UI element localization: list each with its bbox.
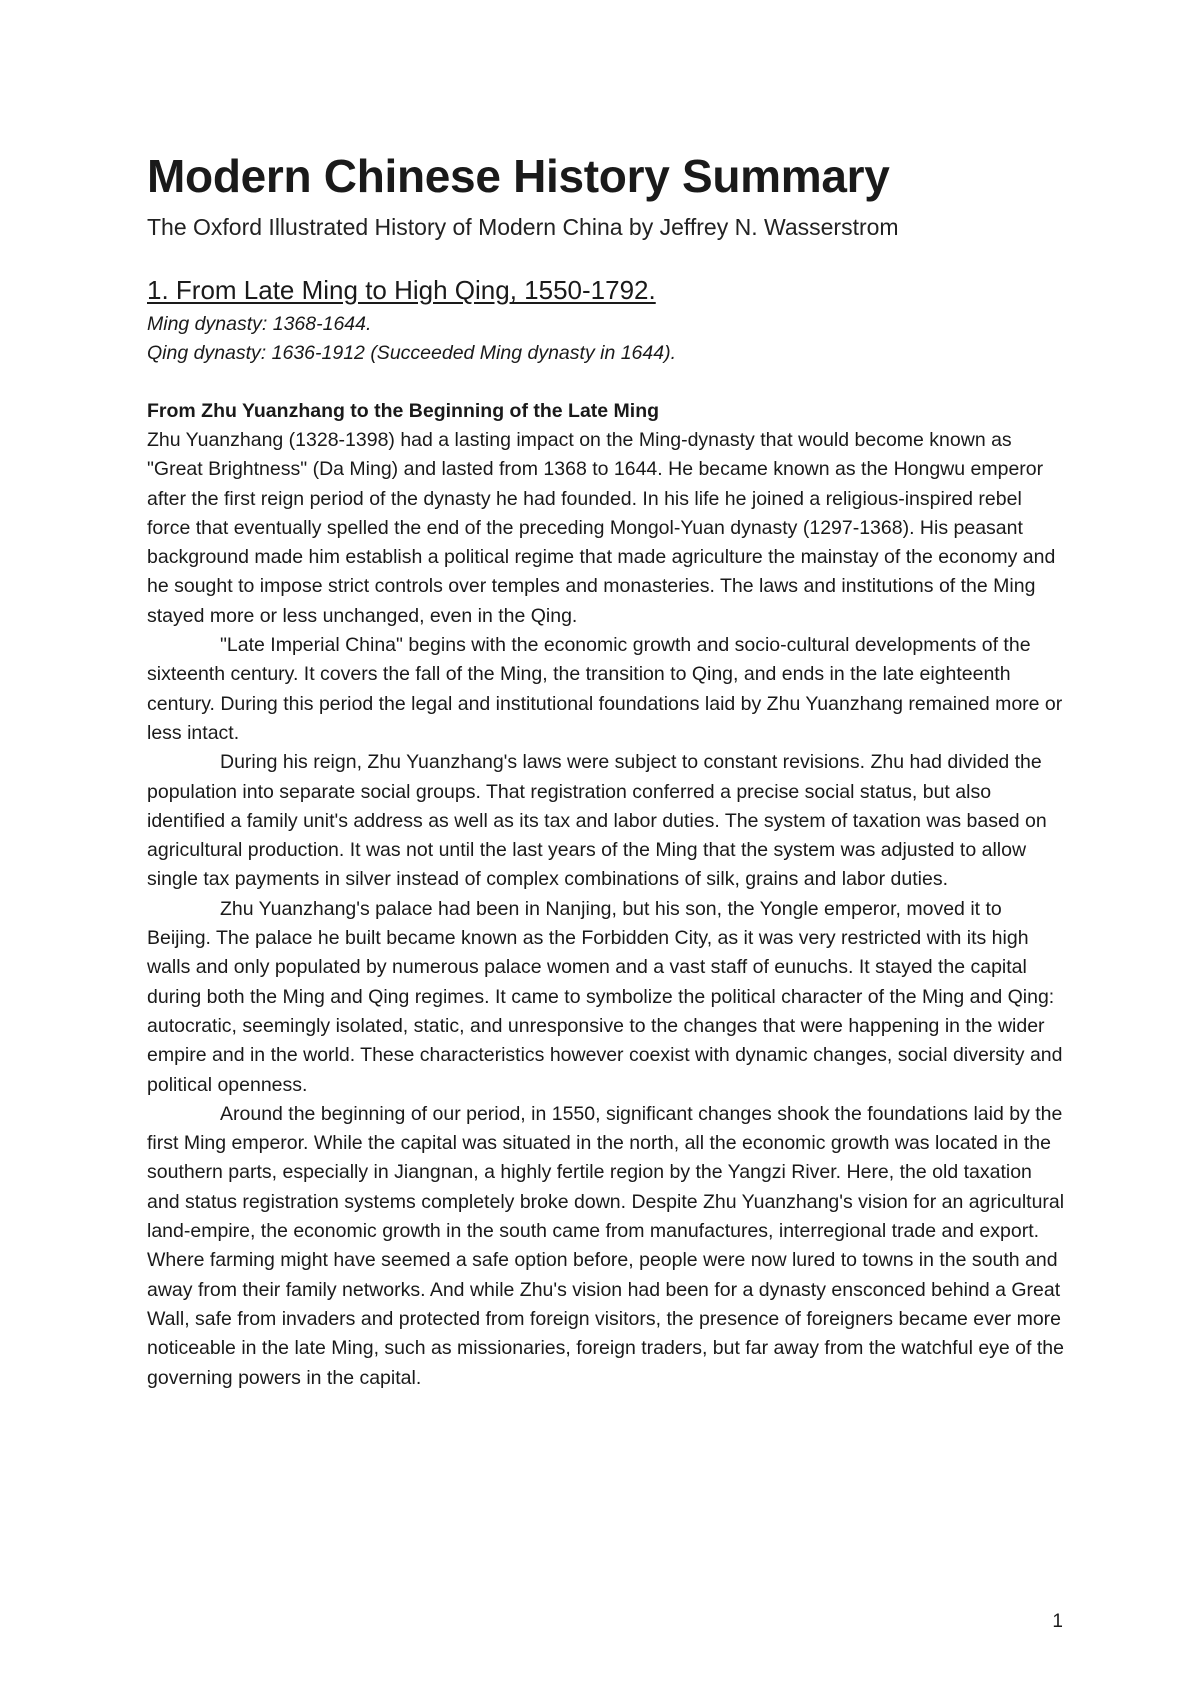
paragraph: Around the beginning of our period, in 1550, significant changes shook the foundations laid by the first Ming emperor. While the capital was situated in the north, all the economic growth was located in the southern parts, especially in Jiangnan, a highly fertile region by the Yangzi River. Here, the old taxation and status registration systems completely broke down. Despite Zhu Yuanzhang's vision for an agricultural land-empire, the economic growth in the south came from manufactures, interregional trade and export. Where farming might have seemed a safe option before, people were now lured to towns in the south and away from their family networks. And while Zhu's vision had been for a dynasty ensconced behind a Great Wall, safe from invaders and protected from foreign visitors, the presence of foreigners became ever more noticeable in the late Ming, such as missionaries, foreign traders, but far away from the watchful eye of the governing powers in the capital. <box>147 1102 1065 1389</box>
paragraph: During his reign, Zhu Yuanzhang's laws were subject to constant revisions. Zhu had divided the population into separate social groups. That registration conferred a precise social status, but also identified a family unit's address as well as its tax and labor duties. The system of taxation was based on agricultural production. It was not until the last years of the Ming that the system was adjusted to allow single tax payments in silver instead of complex combinations of silk, grains and labor duties. <box>147 751 1047 891</box>
section-heading: 1. From Late Ming to High Qing, 1550-1792. <box>147 275 656 305</box>
paragraph: Zhu Yuanzhang's palace had been in Nanjing, but his son, the Yongle emperor, moved it to Beijing. The palace he built became known as the Forbidden City, as it was very restricted with its high walls and only populated by numerous palace women and a vast staff of eunuchs. It stayed the capital during both the Ming and Qing regimes. It came to symbolize the political character of the Ming and Qing: autocratic, seemingly isolated, static, and unresponsive to the changes that were happening in the wider empire and in the world. These characteristics however coexist with dynamic changes, social diversity and political openness. <box>147 897 1063 1096</box>
page-number: 1 <box>1052 1611 1063 1632</box>
qing-dynasty-dates: Qing dynasty: 1636-1912 (Succeeded Ming dynasty in 1644). <box>147 342 676 364</box>
document-title: Modern Chinese History Summary <box>147 150 890 202</box>
paragraph: "Late Imperial China" begins with the economic growth and socio-cultural developments of the sixteenth century. It covers the fall of the Ming, the transition to Qing, and ends in the late eighteenth century. During this period the legal and institutional foundations laid by Zhu Yuanzhang remained more or less intact. <box>147 634 1063 744</box>
ming-dynasty-dates: Ming dynasty: 1368-1644. <box>147 313 372 335</box>
document-subtitle: The Oxford Illustrated History of Modern China by Jeffrey N. Wasserstrom <box>147 214 899 240</box>
paragraph: Zhu Yuanzhang (1328-1398) had a lasting impact on the Ming-dynasty that would become known as "Great Brightness" (Da Ming) and lasted from 1368 to 1644. He became known as the Hongwu emperor after the first reign period of the dynasty he had founded. In his life he joined a religious-inspired rebel force that eventually spelled the end of the preceding Mongol-Yuan dynasty (1297-1368). His peasant background made him establish a political regime that made agriculture the mainstay of the economy and he sought to impose strict controls over temples and monasteries. The laws and institutions of the Ming stayed more or less unchanged, even in the Qing. <box>147 429 1056 627</box>
page-content <box>147 150 1067 1393</box>
subsection-heading: From Zhu Yuanzhang to the Beginning of the Late Ming <box>147 400 660 422</box>
